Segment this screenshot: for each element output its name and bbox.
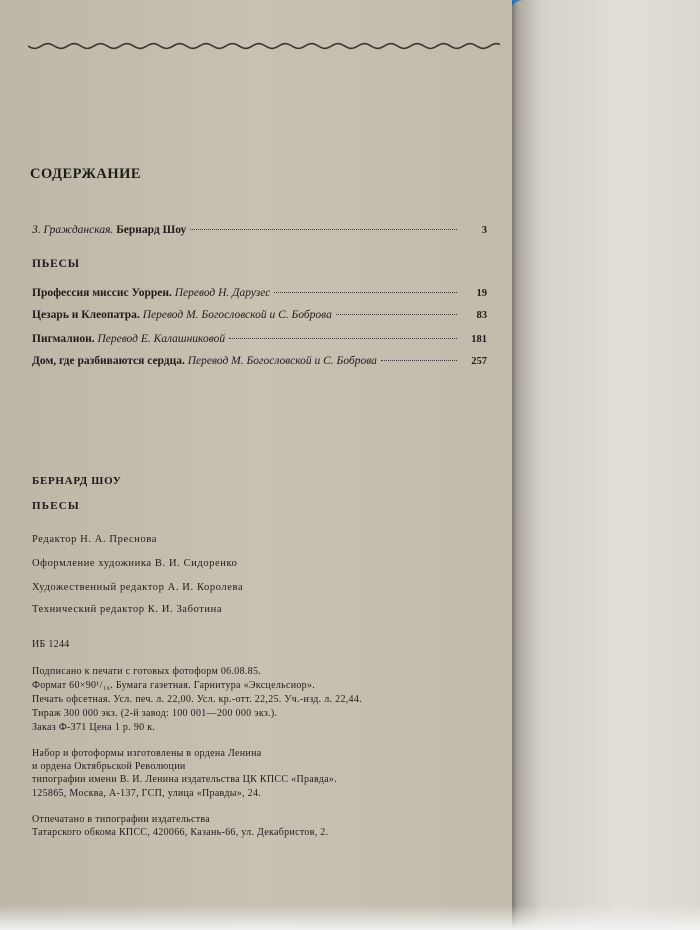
credit-line: Художественный редактор А. И. Королева [32, 582, 244, 593]
print-detail-line: Печать офсетная. Усл. печ. л. 22,00. Усл. кр.-отт. 22,25. Уч.-изд. л. 22,44. [32, 694, 362, 705]
printed-line: Отпечатано в типографии издательства [32, 814, 211, 825]
toc-play-translator: Перевод Н. Дарузес [174, 287, 271, 299]
imprint-title: ПЬЕСЫ [32, 500, 80, 512]
toc-page-number: 181 [471, 334, 487, 345]
toc-play-title: Профессия миссис Уоррен. [32, 287, 172, 299]
ib-number: ИБ 1244 [32, 639, 70, 650]
toc-row-play [32, 333, 487, 349]
credit-line: Оформление художника В. И. Сидоренко [32, 558, 238, 569]
print-detail-line: Заказ Ф-371 Цена 1 р. 90 к. [32, 722, 156, 733]
print-detail-line: Подписано к печати с готовых фотоформ 06.08.85. [32, 666, 262, 677]
toc-page-number: 257 [471, 356, 487, 367]
toc-intro-author: З. Гражданская. [32, 224, 114, 236]
toc-section-title: ПЬЕСЫ [32, 258, 80, 270]
toc-leader [274, 292, 457, 293]
toc-intro-title: Бернард Шоу [116, 224, 187, 236]
toc-row-intro [32, 224, 487, 240]
toc-leader [381, 360, 457, 361]
typeset-line: Набор и фотоформы изготовлены в ордена Ленина [32, 748, 262, 759]
toc-row-play [32, 287, 487, 303]
toc-row-play [32, 355, 487, 371]
toc-play-translator: Перевод Е. Калашниковой [97, 333, 226, 345]
print-detail-line: Тираж 300 000 экз. (2-й завод: 100 001—200 000 экз.). [32, 708, 278, 719]
toc-row-play [32, 309, 487, 325]
toc-play-title: Дом, где разбиваются сердца. [32, 355, 185, 367]
toc-page-number: 3 [481, 225, 487, 236]
imprint-author: БЕРНАРД ШОУ [32, 475, 122, 487]
right-page [508, 0, 700, 930]
toc-leader [229, 338, 457, 339]
credit-line: Редактор Н. А. Преснова [32, 534, 157, 545]
credit-line: Технический редактор К. И. Заботина [32, 604, 223, 615]
printed-line: Татарского обкома КПСС, 420066, Казань-66, ул. Декабристов, 2. [32, 827, 329, 838]
toc-leader [336, 314, 457, 315]
typeset-line: и ордена Октябрьской Революции [32, 761, 186, 772]
print-detail-line: Формат 60×90¹/₁₆. Бумага газетная. Гарнитура «Эксцельсиор». [32, 680, 316, 691]
toc-page-number: 83 [476, 310, 487, 321]
toc-play-translator: Перевод М. Богословской и С. Боброва [142, 309, 332, 321]
typeset-line: 125865, Москва, А-137, ГСП, улица «Правды», 24. [32, 788, 262, 799]
toc-play-translator: Перевод М. Богословской и С. Боброва [187, 355, 377, 367]
toc-heading: СОДЕРЖАНИЕ [30, 166, 142, 182]
toc-play-title: Цезарь и Клеопатра. [32, 309, 140, 321]
toc-play-title: Пигмалион. [32, 333, 95, 345]
page-bottom-edge [0, 905, 700, 930]
typeset-line: типографии имени В. И. Ленина издательства ЦК КПСС «Правда». [32, 774, 338, 785]
decorative-wave-rule [28, 40, 500, 52]
toc-page-number: 19 [476, 288, 487, 299]
toc-leader [190, 229, 457, 230]
